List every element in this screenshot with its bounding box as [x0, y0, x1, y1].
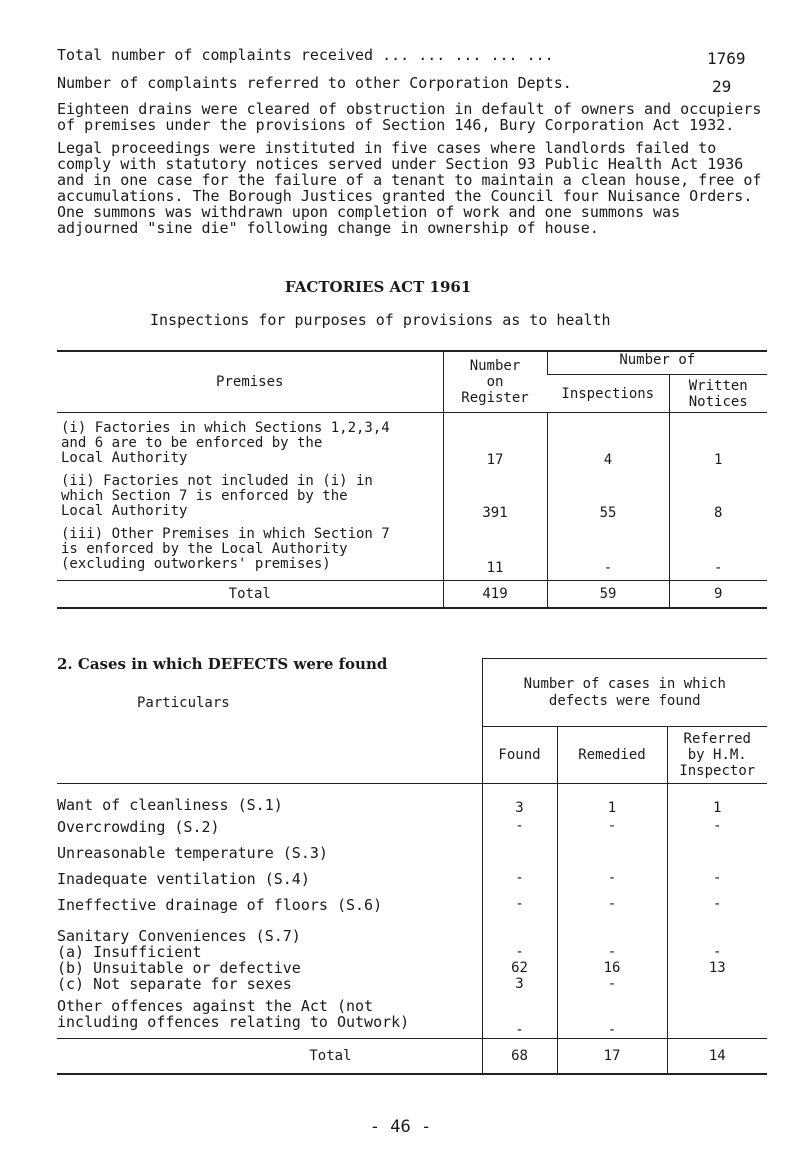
- remedied-value: - 16 -: [557, 924, 667, 992]
- number-of-group-header: Number of: [547, 351, 767, 375]
- found-value: - 62 3: [482, 924, 557, 992]
- page-number: - 46 -: [369, 1117, 432, 1137]
- register-value: 11: [443, 523, 547, 581]
- complaints-received-value: 1769: [707, 49, 746, 68]
- particulars-label: Sanitary Conveniences (S.7) (a) Insufficient (b) Unsuitable or defective (c) Not separate for sexes: [57, 926, 301, 993]
- total-register: 419: [443, 581, 547, 609]
- referred-value: [667, 992, 767, 1039]
- inspections-value: -: [547, 523, 669, 581]
- remedied-value: -: [557, 896, 667, 924]
- found-value: -: [482, 992, 557, 1039]
- particulars-label: Other offences against the Act (not including offences relating to Outwork): [57, 996, 410, 1031]
- defects-table: [57, 658, 767, 1075]
- total-label: Total: [57, 1038, 482, 1074]
- premises-label: (i) Factories in which Sections 1,2,3,4 and 6 are to be enforced by the Local Authority: [61, 420, 390, 466]
- referred-value: [667, 844, 767, 870]
- notices-value: -: [669, 523, 767, 581]
- drains-paragraph: Eighteen drains were cleared of obstruction in default of owners and occupiers of premises under the provisions of Section 146, Bury Corporation Act 1932.: [57, 100, 762, 134]
- factories-inspections-table: [57, 350, 767, 609]
- notices-value: 8: [669, 470, 767, 523]
- table-row: [57, 818, 767, 844]
- referred-value: -: [667, 896, 767, 924]
- table-row: [57, 844, 767, 870]
- found-value: -: [482, 818, 557, 844]
- complaints-received-label: Total number of complaints received ... ... ... ... ...: [57, 46, 554, 64]
- particulars-label: Want of cleanliness (S.1): [57, 795, 283, 814]
- found-value: 3: [482, 783, 557, 818]
- table-row: [57, 413, 767, 471]
- referred-value: - 13: [667, 924, 767, 992]
- referred-value: -: [667, 870, 767, 896]
- remedied-value: -: [557, 818, 667, 844]
- remedied-value: 1: [557, 783, 667, 818]
- table-row: [57, 992, 767, 1039]
- remedied-value: -: [557, 870, 667, 896]
- particulars-label: Unreasonable temperature (S.3): [57, 843, 328, 862]
- notices-column-header: Written Notices: [669, 375, 767, 413]
- defects-group-header: Number of cases in which defects were found: [482, 659, 767, 727]
- referred-column-header: Referred by H.M. Inspector: [667, 727, 767, 784]
- inspections-value: 55: [547, 470, 669, 523]
- particulars-header-spacer: [57, 727, 482, 784]
- total-inspections: 59: [547, 581, 669, 609]
- table-row: [57, 896, 767, 924]
- register-column-header: Number on Register: [443, 351, 547, 413]
- table-row: [57, 924, 767, 992]
- total-notices: 9: [669, 581, 767, 609]
- particulars-label: Ineffective drainage of floors (S.6): [57, 895, 383, 914]
- remedied-value: -: [557, 992, 667, 1039]
- particulars-label: Overcrowding (S.2): [57, 817, 220, 836]
- total-label: Total: [57, 581, 443, 609]
- complaints-referred-value: 29: [712, 77, 732, 96]
- total-remedied: 17: [557, 1038, 667, 1074]
- legal-proceedings-paragraph: Legal proceedings were instituted in five cases where landlords failed to comply with statutory notices served under Section 93 Public Health Act 1936 and in one case for the failure of a tenant to maintain a clean house, free of accumulations. The Borough Justices granted the Council four Nuisance Orders. One summons was withdrawn upon completion of work and one summons was adjourned "sine die" following change in ownership of house.: [57, 139, 762, 237]
- remedied-value: [557, 844, 667, 870]
- found-value: -: [482, 896, 557, 924]
- total-found: 68: [482, 1038, 557, 1074]
- factories-act-heading: FACTORIES ACT 1961: [285, 278, 472, 296]
- register-value: 391: [443, 470, 547, 523]
- found-value: -: [482, 870, 557, 896]
- premises-label: (iii) Other Premises in which Section 7 is enforced by the Local Authority (excluding outworkers' premises): [61, 526, 390, 572]
- complaints-referred-label: Number of complaints referred to other Corporation Depts.: [57, 74, 572, 92]
- register-value: 17: [443, 413, 547, 471]
- referred-value: 1: [667, 783, 767, 818]
- total-referred: 14: [667, 1038, 767, 1074]
- remedied-column-header: Remedied: [557, 727, 667, 784]
- found-column-header: Found: [482, 727, 557, 784]
- table-row: [57, 870, 767, 896]
- total-row: [57, 581, 767, 609]
- premises-column-header: Premises: [57, 351, 443, 413]
- referred-value: -: [667, 818, 767, 844]
- total-row: [57, 1038, 767, 1074]
- notices-value: 1: [669, 413, 767, 471]
- factories-subheading: Inspections for purposes of provisions as to health: [150, 311, 611, 329]
- particulars-label: Inadequate ventilation (S.4): [57, 869, 310, 888]
- inspections-column-header: Inspections: [547, 375, 669, 413]
- particulars-column-header: Particulars: [137, 694, 230, 711]
- defects-heading: 2. Cases in which DEFECTS were found: [57, 655, 388, 673]
- premises-label: (ii) Factories not included in (i) in which Section 7 is enforced by the Local Authority: [61, 473, 373, 519]
- table-row: [57, 470, 767, 523]
- table-row: [57, 783, 767, 818]
- found-value: [482, 844, 557, 870]
- table-row: [57, 523, 767, 581]
- inspections-value: 4: [547, 413, 669, 471]
